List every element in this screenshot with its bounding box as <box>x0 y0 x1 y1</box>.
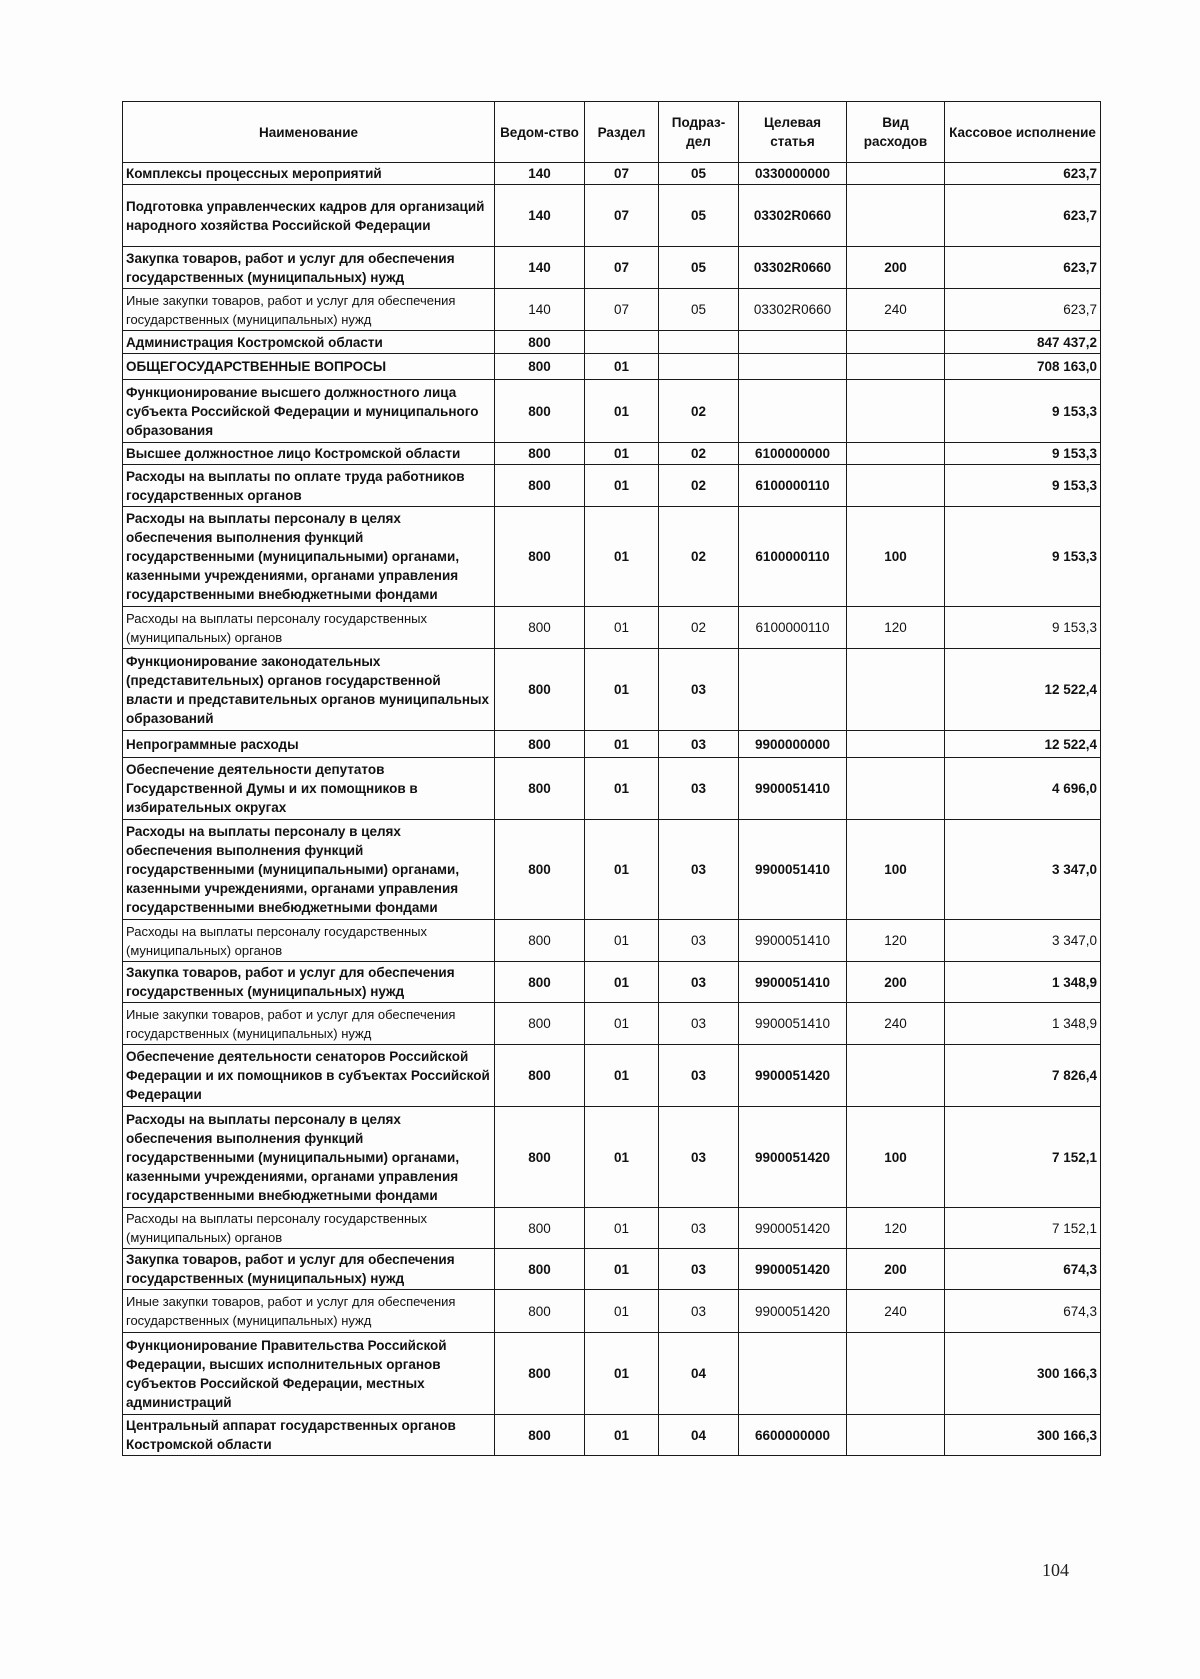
cell-expense-type <box>847 1045 945 1107</box>
cell-section: 01 <box>585 1333 659 1415</box>
cell-section: 01 <box>585 1045 659 1107</box>
cell-name: Расходы на выплаты персоналу государственных (муниципальных) органов <box>123 607 495 649</box>
cell-subsection: 05 <box>659 289 739 331</box>
cell-dept: 800 <box>495 380 585 443</box>
cell-section: 01 <box>585 920 659 962</box>
page-number: 104 <box>1042 1560 1069 1580</box>
cell-section: 01 <box>585 1107 659 1208</box>
header-subsection: Подраз-дел <box>659 102 739 163</box>
cell-name: Функционирование законодательных (представительных) органов государственной власти и представительных органов муниципальных образований <box>123 649 495 731</box>
cell-name: Функционирование высшего должностного лица субъекта Российской Федерации и муниципального образования <box>123 380 495 443</box>
cell-dept: 800 <box>495 1208 585 1249</box>
cell-target-article <box>739 649 847 731</box>
cell-target-article: 9900051410 <box>739 920 847 962</box>
cell-subsection: 02 <box>659 380 739 443</box>
cell-dept: 800 <box>495 331 585 354</box>
budget-execution-table <box>122 101 1101 1456</box>
cell-name: ОБЩЕГОСУДАРСТВЕННЫЕ ВОПРОСЫ <box>123 354 495 380</box>
cell-expense-type <box>847 331 945 354</box>
cell-expense-type: 100 <box>847 1107 945 1208</box>
cell-section: 01 <box>585 1290 659 1333</box>
cell-expense-type: 120 <box>847 607 945 649</box>
cell-name: Высшее должностное лицо Костромской области <box>123 443 495 465</box>
cell-target-article: 9900051410 <box>739 820 847 920</box>
cell-subsection: 03 <box>659 1249 739 1290</box>
cell-subsection: 03 <box>659 920 739 962</box>
cell-cash-execution: 7 152,1 <box>945 1208 1101 1249</box>
table-row <box>123 1415 1101 1456</box>
cell-cash-execution: 674,3 <box>945 1249 1101 1290</box>
cell-target-article: 9900051420 <box>739 1249 847 1290</box>
table-row <box>123 758 1101 820</box>
cell-subsection: 05 <box>659 247 739 289</box>
cell-name: Иные закупки товаров, работ и услуг для обеспечения государственных (муниципальных) нужд <box>123 1003 495 1045</box>
cell-subsection: 03 <box>659 1290 739 1333</box>
cell-name: Расходы на выплаты персоналу государственных (муниципальных) органов <box>123 920 495 962</box>
cell-subsection: 02 <box>659 443 739 465</box>
cell-expense-type <box>847 758 945 820</box>
cell-cash-execution: 9 153,3 <box>945 507 1101 607</box>
cell-name: Обеспечение деятельности сенаторов Российской Федерации и их помощников в субъектах Российской Федерации <box>123 1045 495 1107</box>
cell-name: Расходы на выплаты персоналу в целях обеспечения выполнения функций государственными (муниципальными) органами, казенными учреждениями, органами управления государственными внебюджетными фондами <box>123 507 495 607</box>
cell-name: Расходы на выплаты по оплате труда работников государственных органов <box>123 465 495 507</box>
table-row <box>123 962 1101 1003</box>
cell-section: 01 <box>585 758 659 820</box>
cell-dept: 800 <box>495 465 585 507</box>
cell-subsection: 05 <box>659 185 739 247</box>
cell-cash-execution: 7 152,1 <box>945 1107 1101 1208</box>
cell-cash-execution: 9 153,3 <box>945 380 1101 443</box>
cell-dept: 800 <box>495 1045 585 1107</box>
cell-target-article: 0330000000 <box>739 163 847 185</box>
table-header-row <box>123 102 1101 163</box>
cell-section: 01 <box>585 962 659 1003</box>
table-row <box>123 289 1101 331</box>
cell-expense-type: 200 <box>847 1249 945 1290</box>
cell-expense-type <box>847 163 945 185</box>
header-cash-execution: Кассовое исполнение <box>945 102 1101 163</box>
table-row <box>123 465 1101 507</box>
header-section: Раздел <box>585 102 659 163</box>
cell-subsection: 02 <box>659 465 739 507</box>
cell-expense-type <box>847 731 945 758</box>
cell-dept: 140 <box>495 247 585 289</box>
cell-expense-type <box>847 1415 945 1456</box>
cell-target-article: 9900000000 <box>739 731 847 758</box>
cell-dept: 800 <box>495 758 585 820</box>
cell-target-article <box>739 331 847 354</box>
table-body <box>123 163 1101 1456</box>
cell-expense-type: 200 <box>847 962 945 1003</box>
cell-subsection: 03 <box>659 731 739 758</box>
cell-section: 07 <box>585 247 659 289</box>
table-row <box>123 731 1101 758</box>
cell-section <box>585 331 659 354</box>
cell-expense-type: 120 <box>847 920 945 962</box>
cell-subsection: 05 <box>659 163 739 185</box>
cell-subsection: 03 <box>659 649 739 731</box>
cell-subsection: 04 <box>659 1415 739 1456</box>
cell-cash-execution: 1 348,9 <box>945 1003 1101 1045</box>
header-name: Наименование <box>123 102 495 163</box>
cell-cash-execution: 12 522,4 <box>945 649 1101 731</box>
cell-target-article: 03302R0660 <box>739 185 847 247</box>
cell-target-article: 9900051420 <box>739 1208 847 1249</box>
cell-expense-type <box>847 380 945 443</box>
table-row <box>123 920 1101 962</box>
table-row <box>123 1045 1101 1107</box>
cell-target-article: 03302R0660 <box>739 289 847 331</box>
cell-section: 01 <box>585 465 659 507</box>
cell-cash-execution: 9 153,3 <box>945 465 1101 507</box>
cell-name: Иные закупки товаров, работ и услуг для обеспечения государственных (муниципальных) нужд <box>123 289 495 331</box>
cell-subsection: 03 <box>659 820 739 920</box>
cell-dept: 800 <box>495 443 585 465</box>
cell-dept: 140 <box>495 289 585 331</box>
cell-target-article: 6100000110 <box>739 607 847 649</box>
cell-dept: 800 <box>495 1249 585 1290</box>
cell-target-article <box>739 380 847 443</box>
cell-section: 01 <box>585 649 659 731</box>
cell-subsection: 04 <box>659 1333 739 1415</box>
cell-name: Закупка товаров, работ и услуг для обеспечения государственных (муниципальных) нужд <box>123 962 495 1003</box>
cell-target-article: 9900051420 <box>739 1107 847 1208</box>
cell-cash-execution: 300 166,3 <box>945 1333 1101 1415</box>
cell-target-article: 9900051410 <box>739 962 847 1003</box>
cell-dept: 800 <box>495 1333 585 1415</box>
header-target-article: Целевая статья <box>739 102 847 163</box>
table-row <box>123 354 1101 380</box>
cell-name: Непрограммные расходы <box>123 731 495 758</box>
cell-expense-type <box>847 1333 945 1415</box>
cell-expense-type: 240 <box>847 289 945 331</box>
cell-name: Расходы на выплаты персоналу в целях обеспечения выполнения функций государственными (муниципальными) органами, казенными учреждениями, органами управления государственными внебюджетными фондами <box>123 1107 495 1208</box>
cell-subsection: 03 <box>659 758 739 820</box>
cell-section: 01 <box>585 507 659 607</box>
cell-section: 01 <box>585 380 659 443</box>
cell-subsection: 03 <box>659 1107 739 1208</box>
cell-dept: 800 <box>495 507 585 607</box>
cell-subsection <box>659 331 739 354</box>
table-row <box>123 649 1101 731</box>
cell-dept: 800 <box>495 1415 585 1456</box>
table-row <box>123 380 1101 443</box>
cell-section: 01 <box>585 731 659 758</box>
table-row <box>123 185 1101 247</box>
cell-cash-execution: 12 522,4 <box>945 731 1101 758</box>
cell-dept: 800 <box>495 1290 585 1333</box>
table-row <box>123 163 1101 185</box>
cell-name: Центральный аппарат государственных органов Костромской области <box>123 1415 495 1456</box>
cell-expense-type: 200 <box>847 247 945 289</box>
cell-dept: 800 <box>495 962 585 1003</box>
cell-expense-type: 240 <box>847 1290 945 1333</box>
cell-subsection: 03 <box>659 1208 739 1249</box>
cell-target-article: 6100000000 <box>739 443 847 465</box>
cell-section: 01 <box>585 607 659 649</box>
cell-cash-execution: 847 437,2 <box>945 331 1101 354</box>
cell-section: 01 <box>585 1415 659 1456</box>
table-row <box>123 1003 1101 1045</box>
table-row <box>123 247 1101 289</box>
cell-dept: 800 <box>495 1107 585 1208</box>
cell-cash-execution: 3 347,0 <box>945 820 1101 920</box>
cell-target-article: 6100000110 <box>739 465 847 507</box>
cell-expense-type <box>847 354 945 380</box>
table-row <box>123 1333 1101 1415</box>
cell-dept: 800 <box>495 820 585 920</box>
cell-cash-execution: 9 153,3 <box>945 607 1101 649</box>
cell-name: Обеспечение деятельности депутатов Государственной Думы и их помощников в избирательных округах <box>123 758 495 820</box>
cell-dept: 140 <box>495 185 585 247</box>
table-row <box>123 1107 1101 1208</box>
cell-expense-type: 100 <box>847 820 945 920</box>
table-row <box>123 443 1101 465</box>
cell-cash-execution: 300 166,3 <box>945 1415 1101 1456</box>
cell-subsection: 03 <box>659 1045 739 1107</box>
cell-expense-type <box>847 443 945 465</box>
cell-dept: 800 <box>495 731 585 758</box>
cell-name: Закупка товаров, работ и услуг для обеспечения государственных (муниципальных) нужд <box>123 247 495 289</box>
cell-subsection: 02 <box>659 607 739 649</box>
cell-expense-type <box>847 185 945 247</box>
header-expense-type: Вид расходов <box>847 102 945 163</box>
cell-dept: 800 <box>495 920 585 962</box>
cell-expense-type: 240 <box>847 1003 945 1045</box>
cell-cash-execution: 9 153,3 <box>945 443 1101 465</box>
cell-cash-execution: 623,7 <box>945 247 1101 289</box>
cell-name: Подготовка управленческих кадров для организаций народного хозяйства Российской Федерации <box>123 185 495 247</box>
cell-target-article: 9900051420 <box>739 1045 847 1107</box>
cell-section: 01 <box>585 1249 659 1290</box>
cell-dept: 800 <box>495 607 585 649</box>
cell-cash-execution: 4 696,0 <box>945 758 1101 820</box>
cell-expense-type: 120 <box>847 1208 945 1249</box>
cell-expense-type <box>847 649 945 731</box>
cell-cash-execution: 674,3 <box>945 1290 1101 1333</box>
cell-target-article: 9900051420 <box>739 1290 847 1333</box>
table-row <box>123 1290 1101 1333</box>
cell-expense-type <box>847 465 945 507</box>
cell-target-article: 9900051410 <box>739 758 847 820</box>
cell-target-article: 6100000110 <box>739 507 847 607</box>
cell-cash-execution: 623,7 <box>945 185 1101 247</box>
table-row <box>123 1249 1101 1290</box>
cell-section: 07 <box>585 185 659 247</box>
cell-dept: 140 <box>495 163 585 185</box>
cell-cash-execution: 708 163,0 <box>945 354 1101 380</box>
cell-name: Функционирование Правительства Российской Федерации, высших исполнительных органов субъектов Российской Федерации, местных администраций <box>123 1333 495 1415</box>
cell-subsection <box>659 354 739 380</box>
header-dept: Ведом-ство <box>495 102 585 163</box>
table-row <box>123 507 1101 607</box>
cell-cash-execution: 3 347,0 <box>945 920 1101 962</box>
cell-section: 01 <box>585 354 659 380</box>
cell-dept: 800 <box>495 649 585 731</box>
cell-section: 07 <box>585 163 659 185</box>
cell-dept: 800 <box>495 1003 585 1045</box>
cell-dept: 800 <box>495 354 585 380</box>
cell-subsection: 02 <box>659 507 739 607</box>
cell-target-article: 6600000000 <box>739 1415 847 1456</box>
cell-section: 01 <box>585 1003 659 1045</box>
cell-name: Расходы на выплаты персоналу в целях обеспечения выполнения функций государственными (муниципальными) органами, казенными учреждениями, органами управления государственными внебюджетными фондами <box>123 820 495 920</box>
cell-name: Закупка товаров, работ и услуг для обеспечения государственных (муниципальных) нужд <box>123 1249 495 1290</box>
cell-subsection: 03 <box>659 1003 739 1045</box>
cell-cash-execution: 1 348,9 <box>945 962 1101 1003</box>
table-row <box>123 820 1101 920</box>
cell-target-article <box>739 1333 847 1415</box>
cell-cash-execution: 623,7 <box>945 163 1101 185</box>
cell-cash-execution: 7 826,4 <box>945 1045 1101 1107</box>
cell-section: 01 <box>585 443 659 465</box>
cell-name: Администрация Костромской области <box>123 331 495 354</box>
table-row <box>123 607 1101 649</box>
cell-target-article: 9900051410 <box>739 1003 847 1045</box>
cell-expense-type: 100 <box>847 507 945 607</box>
cell-subsection: 03 <box>659 962 739 1003</box>
table-row <box>123 1208 1101 1249</box>
cell-target-article: 03302R0660 <box>739 247 847 289</box>
cell-section: 07 <box>585 289 659 331</box>
cell-cash-execution: 623,7 <box>945 289 1101 331</box>
cell-section: 01 <box>585 820 659 920</box>
cell-name: Комплексы процессных мероприятий <box>123 163 495 185</box>
cell-target-article <box>739 354 847 380</box>
cell-section: 01 <box>585 1208 659 1249</box>
table-row <box>123 331 1101 354</box>
cell-name: Расходы на выплаты персоналу государственных (муниципальных) органов <box>123 1208 495 1249</box>
cell-name: Иные закупки товаров, работ и услуг для обеспечения государственных (муниципальных) нужд <box>123 1290 495 1333</box>
